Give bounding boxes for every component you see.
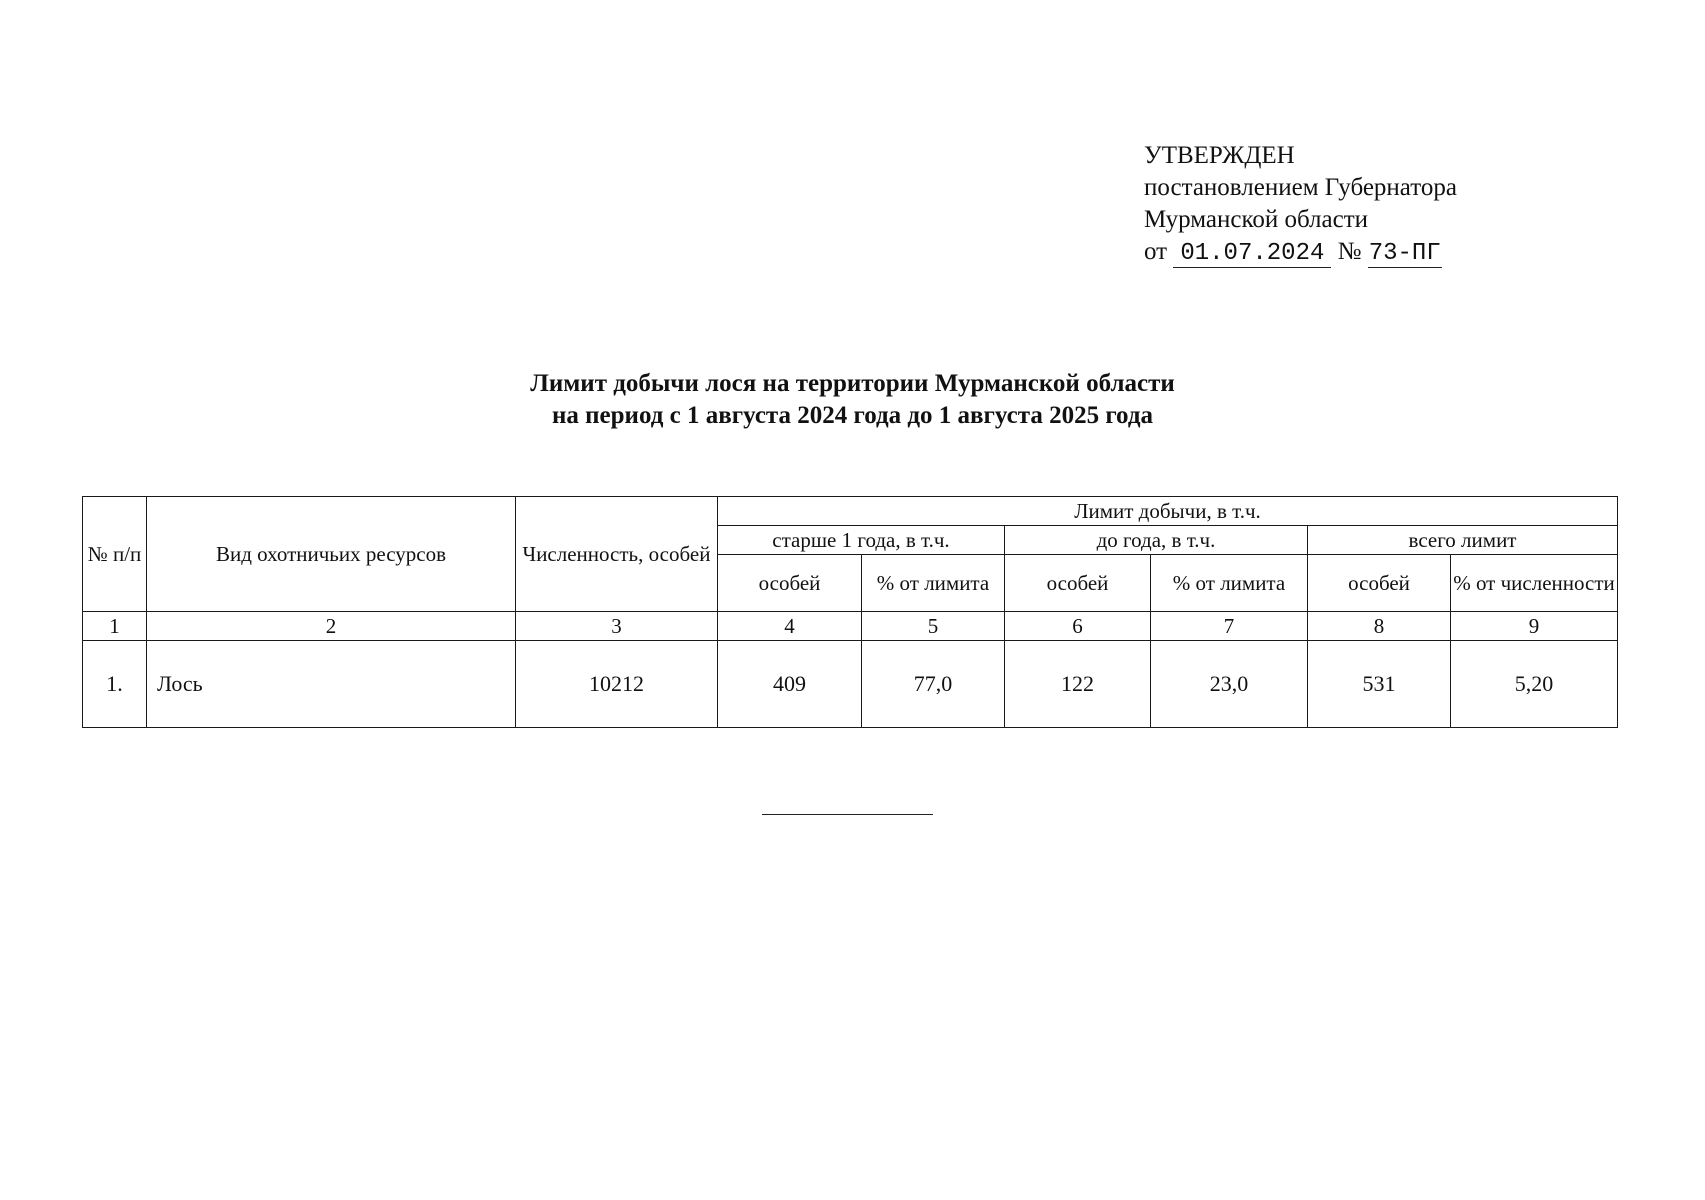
table-row (83, 641, 1618, 728)
header-older: старше 1 года, в т.ч. (718, 526, 1005, 555)
header-older-pct: % от лимита (862, 555, 1005, 612)
cell-total-pct: 5,20 (1451, 641, 1618, 728)
cell-young-count: 122 (1005, 641, 1151, 728)
cell-population: 10212 (516, 641, 718, 728)
limit-table (82, 496, 1618, 728)
approval-date-number (1144, 236, 1457, 268)
header-young-pct: % от лимита (1151, 555, 1308, 612)
approval-number: 73-ПГ (1368, 240, 1441, 267)
approval-number-label: № (1337, 238, 1362, 265)
approval-by-decree: постановлением Губернатора (1144, 174, 1457, 201)
approval-from-label: от (1144, 238, 1168, 265)
cell-species: Лось (147, 641, 516, 728)
cell-total-count: 531 (1308, 641, 1451, 728)
cell-no: 1. (83, 641, 147, 728)
header-total-count: особей (1308, 555, 1451, 612)
column-number: 4 (718, 612, 862, 641)
column-number: 1 (83, 612, 147, 641)
document-title-line2: на период с 1 августа 2024 года до 1 августа 2025 года (552, 402, 1153, 429)
column-number: 3 (516, 612, 718, 641)
header-older-count: особей (718, 555, 862, 612)
column-number-row (83, 612, 1618, 641)
column-number: 9 (1451, 612, 1618, 641)
column-number: 5 (862, 612, 1005, 641)
header-species: Вид охотничьих ресурсов (147, 497, 516, 612)
cell-older-count: 409 (718, 641, 862, 728)
column-number: 6 (1005, 612, 1151, 641)
approval-stamp (1144, 140, 1457, 268)
document-title-line1: Лимит добычи лося на территории Мурманской области (530, 370, 1175, 397)
approval-approved: УТВЕРЖДЕН (1144, 142, 1295, 169)
approval-date: 01.07.2024 (1173, 241, 1331, 268)
header-young: до года, в т.ч. (1005, 526, 1308, 555)
header-young-count: особей (1005, 555, 1151, 612)
header-total: всего лимит (1308, 526, 1618, 555)
approval-region: Мурманской области (1144, 206, 1369, 233)
header-population: Численность, особей (516, 497, 718, 612)
column-number: 8 (1308, 612, 1451, 641)
document-title (0, 368, 1705, 432)
closing-rule (762, 814, 933, 815)
header-no: № п/п (83, 497, 147, 612)
column-number: 2 (147, 612, 516, 641)
header-total-pct: % от численности (1451, 555, 1618, 612)
cell-older-pct: 77,0 (862, 641, 1005, 728)
column-number: 7 (1151, 612, 1308, 641)
header-limit: Лимит добычи, в т.ч. (718, 497, 1618, 526)
cell-young-pct: 23,0 (1151, 641, 1308, 728)
